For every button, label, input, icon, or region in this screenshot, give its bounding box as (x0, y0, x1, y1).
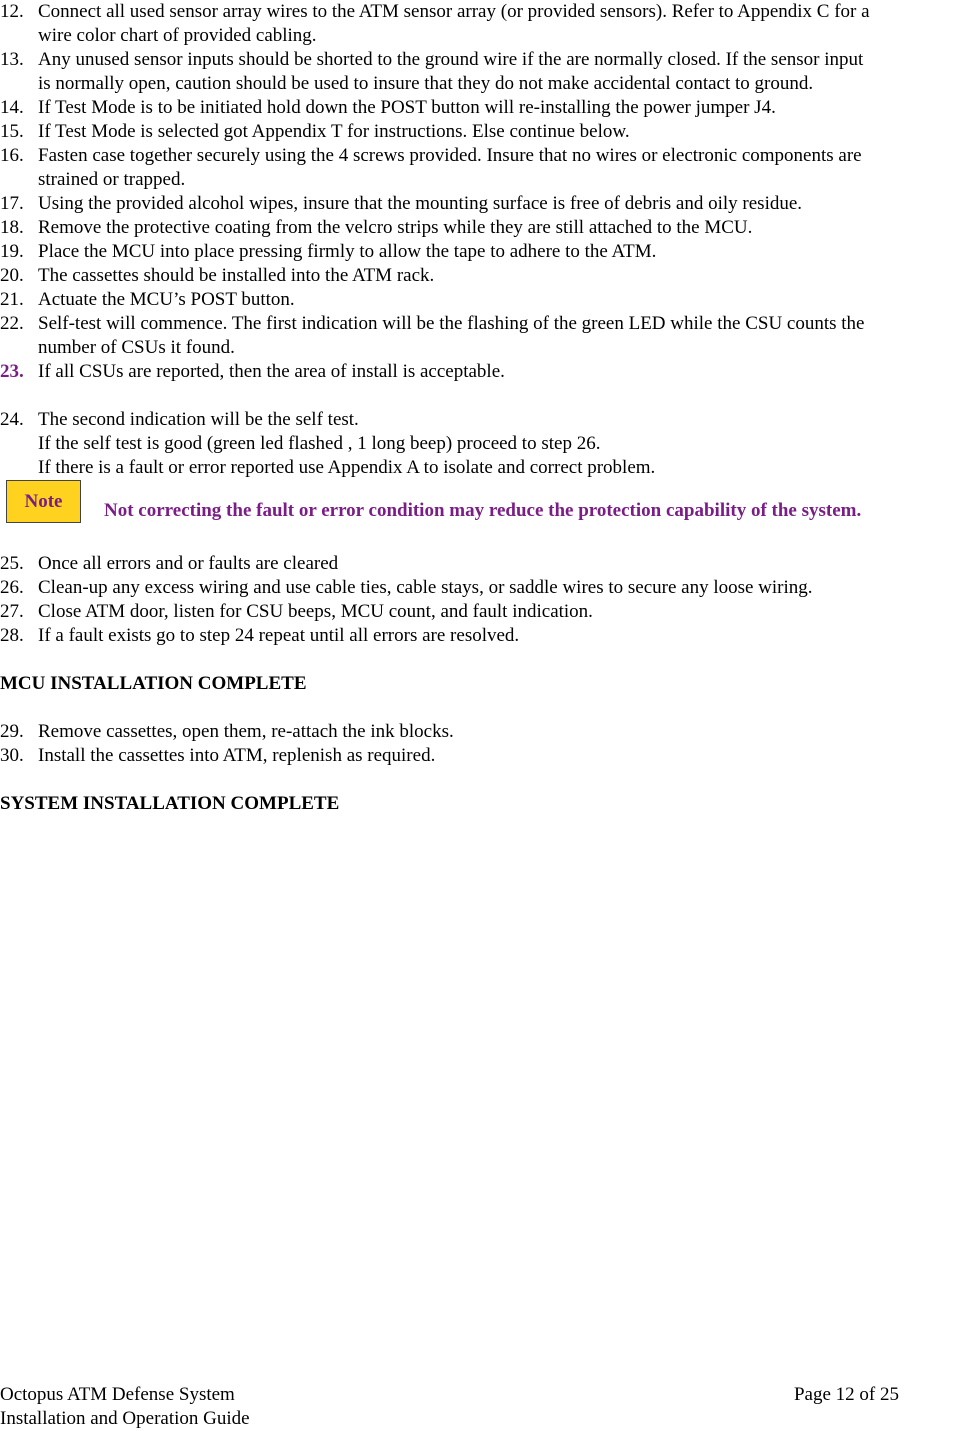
step-text: Self-test will commence. The first indication will be the flashing of the green LED while the CSU counts the (38, 313, 865, 334)
step-number: 29. (0, 721, 24, 742)
footer-title: Octopus ATM Defense System (0, 1384, 235, 1405)
step-text-continued: wire color chart of provided cabling. (38, 25, 317, 46)
step-text: Install the cassettes into ATM, replenish as required. (38, 745, 436, 766)
step-number: 24. (0, 409, 24, 430)
step-number: 15. (0, 121, 24, 142)
step-text: Fasten case together securely using the 4 screws provided. Insure that no wires or electronic components are (38, 145, 862, 166)
step-text-continued: If there is a fault or error reported use Appendix A to isolate and correct problem. (38, 457, 656, 478)
step-number: 27. (0, 601, 24, 622)
step-text: Close ATM door, listen for CSU beeps, MCU count, and fault indication. (38, 601, 593, 622)
step-text: The cassettes should be installed into the ATM rack. (38, 265, 435, 286)
note-badge: Note (6, 480, 81, 523)
step-text: If all CSUs are reported, then the area of install is acceptable. (38, 361, 505, 382)
step-text-continued: is normally open, caution should be used to insure that they do not make accidental contact to ground. (38, 73, 814, 94)
step-text-continued: If the self test is good (green led flashed , 1 long beep) proceed to step 26. (38, 433, 601, 454)
note-text: Not correcting the fault or error condition may reduce the protection capability of the system. (104, 500, 862, 521)
footer-subtitle: Installation and Operation Guide (0, 1408, 250, 1429)
step-number: 17. (0, 193, 24, 214)
step-text-continued: number of CSUs it found. (38, 337, 235, 358)
step-text: Remove the protective coating from the velcro strips while they are still attached to the MCU. (38, 217, 753, 238)
step-text: Remove cassettes, open them, re-attach the ink blocks. (38, 721, 454, 742)
step-number: 16. (0, 145, 24, 166)
step-text: Clean-up any excess wiring and use cable ties, cable stays, or saddle wires to secure any loose wiring. (38, 577, 813, 598)
step-number: 26. (0, 577, 24, 598)
step-text: Any unused sensor inputs should be shorted to the ground wire if the are normally closed. If the sensor input (38, 49, 864, 70)
step-text: Actuate the MCU’s POST button. (38, 289, 295, 310)
system-installation-complete-heading: SYSTEM INSTALLATION COMPLETE (0, 793, 340, 814)
step-number: 28. (0, 625, 24, 646)
step-text: If Test Mode is to be initiated hold down the POST button will re-installing the power jumper J4. (38, 97, 776, 118)
page-number: Page 12 of 25 (793, 1384, 899, 1405)
mcu-installation-complete-heading: MCU INSTALLATION COMPLETE (0, 673, 307, 694)
step-number: 19. (0, 241, 24, 262)
step-text: Place the MCU into place pressing firmly to allow the tape to adhere to the ATM. (38, 241, 657, 262)
step-number: 25. (0, 553, 24, 574)
step-text: Once all errors and or faults are cleared (38, 553, 339, 574)
step-number: 23. (0, 361, 24, 382)
step-text: If Test Mode is selected got Appendix T for instructions. Else continue below. (38, 121, 630, 142)
step-text: The second indication will be the self test. (38, 409, 359, 430)
step-number: 21. (0, 289, 24, 310)
step-number: 14. (0, 97, 24, 118)
step-number: 30. (0, 745, 24, 766)
step-number: 20. (0, 265, 24, 286)
step-number: 12. (0, 1, 24, 22)
step-number: 13. (0, 49, 24, 70)
step-number: 22. (0, 313, 24, 334)
step-text-continued: strained or trapped. (38, 169, 186, 190)
step-text: Connect all used sensor array wires to the ATM sensor array (or provided sensors). Refer to Appendix C for a (38, 1, 870, 22)
step-text: Using the provided alcohol wipes, insure that the mounting surface is free of debris and oily residue. (38, 193, 803, 214)
step-text: If a fault exists go to step 24 repeat until all errors are resolved. (38, 625, 520, 646)
step-number: 18. (0, 217, 24, 238)
